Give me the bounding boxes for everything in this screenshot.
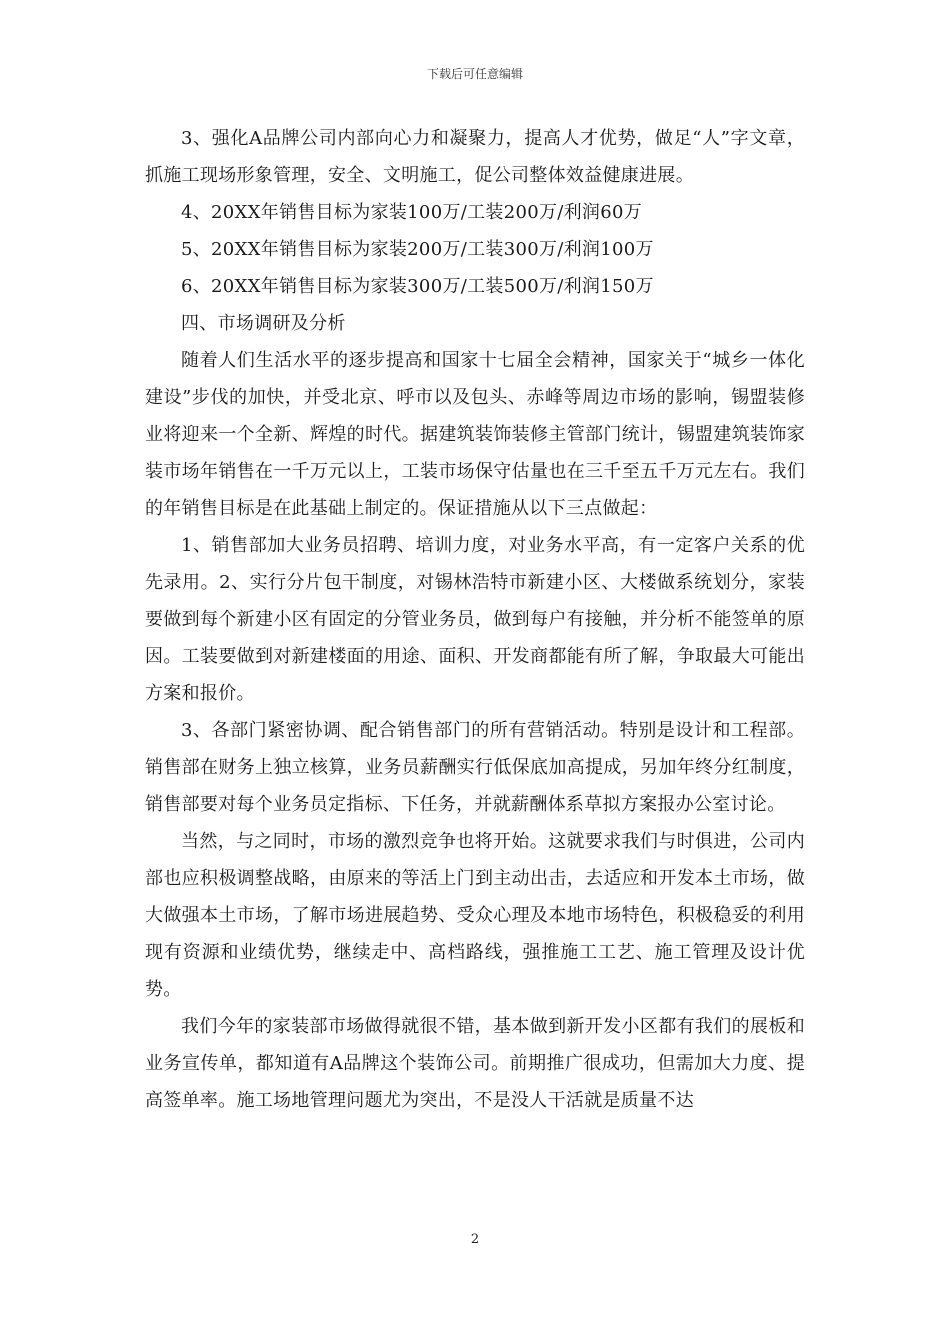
paragraph-goal-3: 3、强化A品牌公司内部向心力和凝聚力，提高人才优势，做足“人”字文章，抓施工现场形象管理，安全、文明施工，促公司整体效益健康进展。 xyxy=(145,128,805,186)
paragraph-measures-3: 3、各部门紧密协调、配合销售部门的所有营销活动。特别是设计和工程部。销售部在财务上独立核算，业务员薪酬实行低保底加高提成，另加年终分红制度，销售部要对每个业务员定指标、下任务，并就薪酬体系草拟方案报办公室讨论。 xyxy=(145,720,805,815)
paragraph-measures-1-2: 1、销售部加大业务员招聘、培训力度，对业务水平高，有一定客户关系的优先录用。2、实行分片包干制度，对锡林浩特市新建小区、大楼做系统划分，家装要做到每个新建小区有固定的分管业务员，做到每户有接触，并分析不能签单的原因。工装要做到对新建楼面的用途、面积、开发商都能有所了解，争取最大可能出方案和报价。 xyxy=(145,535,805,704)
page-number: 2 xyxy=(470,1232,480,1247)
paragraph-goal-4: 4、20XX年销售目标为家装100万/工装200万/利润60万 xyxy=(181,202,643,223)
paragraph-goal-5: 5、20XX年销售目标为家装200万/工装300万/利润100万 xyxy=(181,239,654,260)
paragraph-market-analysis: 随着人们生活水平的逐步提高和国家十七届全会精神，国家关于“城乡一体化建设”步伐的加快，并受北京、呼市以及包头、赤峰等周边市场的影响，锡盟装修业将迎来一个全新、辉煌的时代。据建筑装饰装修主管部门统计，锡盟建筑装饰家装市场年销售在一千万元以上，工装市场保守估量也在三千至五千万元左右。我们的年销售目标是在此基础上制定的。保证措施从以下三点做起： xyxy=(145,350,805,519)
paragraph-home-decoration: 我们今年的家装部市场做得就很不错，基本做到新开发小区都有我们的展板和业务宣传单，都知道有A品牌这个装饰公司。前期推广很成功，但需加大力度、提高签单率。施工场地管理问题尤为突出，不是没人干活就是质量不达 xyxy=(145,1016,805,1111)
page-header: 下载后可任意编辑 xyxy=(426,67,523,81)
document-body xyxy=(145,120,805,1119)
section-heading-market-research: 四、市场调研及分析 xyxy=(181,313,346,334)
paragraph-goal-6: 6、20XX年销售目标为家装300万/工装500万/利润150万 xyxy=(181,276,654,297)
paragraph-competition: 当然，与之同时，市场的激烈竞争也将开始。这就要求我们与时俱进，公司内部也应积极调整战略，由原来的等活上门到主动出击，去适应和开发本土市场，做大做强本土市场，了解市场进展趋势、受众心理及本地市场特色，积极稳妥的利用现有资源和业绩优势，继续走中、高档路线，强推施工工艺、施工管理及设计优势。 xyxy=(145,831,805,1000)
